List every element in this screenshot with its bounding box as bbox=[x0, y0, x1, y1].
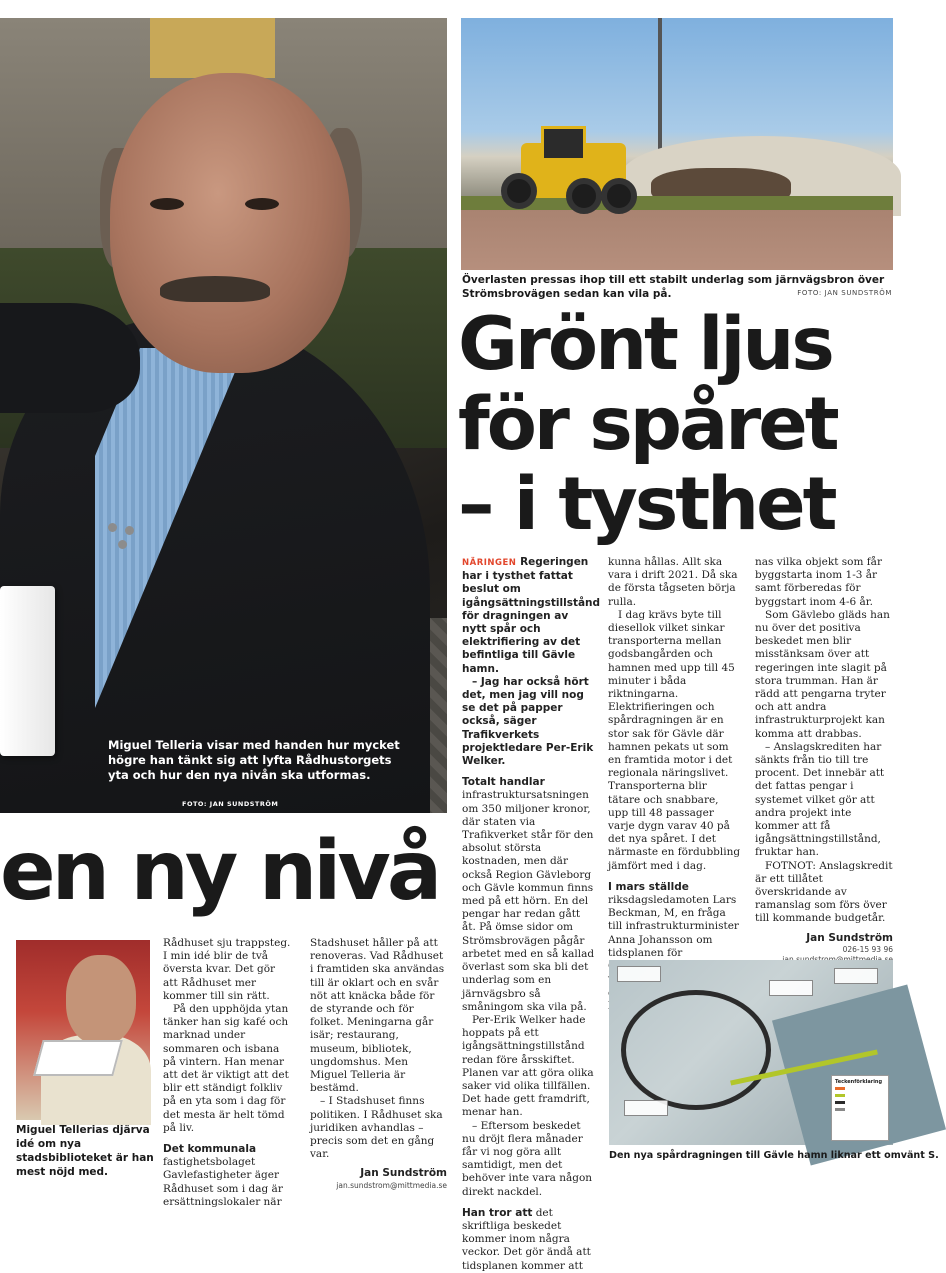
rail-route-map bbox=[609, 960, 893, 1145]
paragraph-text: infrastruktursatsningen om 350 miljoner kronor, där staten via Trafikverket står för den absolut största kostnaden, men där också Region Gävleborg och Gävle kommun finns med på ett hörn. En del pengar har redan gått åt. På ömse sidor om Strömsbrovägen pågår arbetet med en så kallad överlast som ska bli det underlag som en järnvägsbro så småningom ska vila på. bbox=[462, 789, 595, 1013]
map-legend bbox=[831, 1075, 889, 1141]
phone-number: 026-15 93 96 bbox=[842, 944, 893, 954]
body-paragraph bbox=[462, 1207, 595, 1273]
body-paragraph: kunna hållas. Allt ska vara i drift 2021. Då ska de första tågseten börja rulla. bbox=[608, 556, 738, 608]
paragraph-text: det skriftliga beskedet kommer inom några veckor. Det gör ändå att tidsplanen kommer att bbox=[462, 1206, 591, 1272]
run-in: Totalt handlar bbox=[462, 776, 545, 789]
portrait-photo bbox=[0, 18, 447, 813]
map-caption: Den nya spårdragningen till Gävle hamn liknar ett omvänt S. bbox=[609, 1150, 939, 1161]
headline-line-3: – i tysthet bbox=[458, 462, 835, 547]
body-paragraph bbox=[163, 1143, 291, 1209]
body-paragraph: – Anslagskrediten har sänkts från tio till tre procent. Det innebär att det fattas pengar i systemet vilket gör att andra projekt inte kommer att få igångsättningstillstånd, fruktar han. bbox=[755, 740, 885, 859]
loader-photo-caption: Överlasten pressas ihop till ett stabilt underlag som järnvägsbron över Strömsbrovägen sedan kan vila på. bbox=[462, 274, 885, 300]
small-photo-caption: Miguel Tellerias djärva idé om nya stadsbiblioteket är han mest nöjd med. bbox=[16, 1124, 154, 1178]
headline-line-1: Grönt ljus bbox=[458, 302, 832, 387]
footnote: FOTNOT: Anslagskredit är ett tillåtet överskridande av ramanslag som förs över till kommande budgetår. bbox=[755, 859, 893, 925]
body-paragraph: Rådhuset sju trappsteg. I min idé blir de två översta kvar. Det gör att Rådhuset mer kommer till sin rätt. bbox=[163, 937, 291, 1002]
main-story-column-c bbox=[755, 556, 893, 965]
section-kicker: NÄRINGEN bbox=[462, 558, 517, 568]
lead-text: Regeringen har i tysthet fattat beslut om igångsättningstillstånd för dragningen av nytt spår och elektrifiering av det befintliga till Gävle hamn. bbox=[462, 556, 601, 675]
body-paragraph: – I Stadshuset finns politiken. I Rådhuset ska juridiken avhandlas – precis som det en gång var. bbox=[310, 1095, 443, 1161]
main-story-column-a bbox=[462, 556, 601, 1273]
paragraph-text: riksdagsledamoten Lars Beckman, M, en fråga till infrastrukturminister Anna Johansson om tidsplanen för bbox=[608, 894, 739, 959]
body-paragraph: nas vilka objekt som får byggstarta inom 1-3 år samt förberedas för byggstart inom 4-6 år. bbox=[755, 556, 882, 608]
run-in: Det kommunala bbox=[163, 1143, 257, 1156]
paragraph-text: fastighetsbolaget Gavlefastigheter äger Rådhuset som i dag är ersättningslokaler när bbox=[163, 1156, 283, 1208]
small-portrait-photo bbox=[16, 940, 150, 1120]
left-story-column-1 bbox=[163, 937, 291, 1209]
run-in: I mars ställde bbox=[608, 880, 689, 893]
loader-photo-credit: FOTO: JAN SUNDSTRÖM bbox=[797, 289, 892, 297]
body-paragraph: Stadshuset håller på att renoveras. Vad Rådhuset i framtiden ska användas till är oklart och en svår nöt att knäcka både för de styrande och för folket. Meningarna går isär; restaurang, museum, bibliotek, ungdomshus. Men Miguel Telleria är bestämd. bbox=[310, 937, 445, 1095]
headline-line-2: för spåret bbox=[458, 382, 837, 467]
lead-quote: – Jag har också hört det, men jag vill nog se det på papper också, säger Trafikverkets projektledare Per-Erik Welker. bbox=[462, 675, 594, 768]
body-paragraph: Som Gävlebo gläds han nu över det positiva beskedet men blir misstänksam över att regeringen inte slagit på stora trumman. Han är rädd att pengarna tryter och att andra infrastrukturprojekt kan komma att drabbas. bbox=[755, 608, 890, 740]
body-paragraph bbox=[462, 776, 595, 1014]
left-story-column-2 bbox=[310, 937, 447, 1191]
left-story-headline bbox=[0, 812, 447, 932]
body-paragraph: På den upphöjda ytan tänker han sig kafé och marknad under sommaren och isbana på vintern. Han menar att det är viktigt att det blir ett ständigt folkliv på en yta som i dag för det mesta är helt tömd på liv. bbox=[163, 1003, 289, 1134]
body-paragraph: I dag krävs byte till diesellok vilket sinkar transporterna mellan godsbangården och hamnen med upp till 45 minuter i båda riktningarna. Elektrifieringen och spårdragningen är en stor sak för Gävle där hamnen pekats ut som en framtida motor i det regionala näringslivet. Transporterna blir tätare och snabbare, upp till 48 passager varje dygn varav 40 på det nya spåret. I det närmaste en fördubbling jämfört med i dag. bbox=[608, 608, 741, 872]
body-paragraph: Per-Erik Welker hade hoppats på ett igångsättningstillstånd redan före årsskiftet. Planen var att göra olika saker vid olika tillfällen. Det hade gett framdrift, menar han. bbox=[462, 1013, 594, 1119]
portrait-photo-caption: Miguel Telleria visar med handen hur mycket högre han tänkt sig att lyfta Rådhustorgets yta och hur den nya nivån ska utformas. bbox=[108, 738, 400, 782]
left-story-headline-text: en ny nivå bbox=[0, 824, 439, 919]
portrait-photo-credit: FOTO: JAN SUNDSTRÖM bbox=[182, 800, 279, 808]
main-headline bbox=[458, 302, 898, 547]
byline: Jan Sundström bbox=[806, 931, 893, 944]
byline: Jan Sundström bbox=[360, 1167, 447, 1180]
wheel-loader-photo bbox=[461, 18, 893, 270]
map-legend-title: Teckenförklaring bbox=[835, 1079, 883, 1085]
email-address: jan.sundstrom@mittmedia.se bbox=[336, 1180, 447, 1190]
main-story-column-b bbox=[608, 556, 741, 1013]
body-paragraph: – Eftersom beskedet nu dröjt flera månader får vi nog göra allt samtidigt, men det behöver inte vara någon direkt nackdel. bbox=[462, 1119, 593, 1198]
run-in: Han tror att bbox=[462, 1206, 533, 1219]
lead-paragraph bbox=[462, 556, 601, 676]
